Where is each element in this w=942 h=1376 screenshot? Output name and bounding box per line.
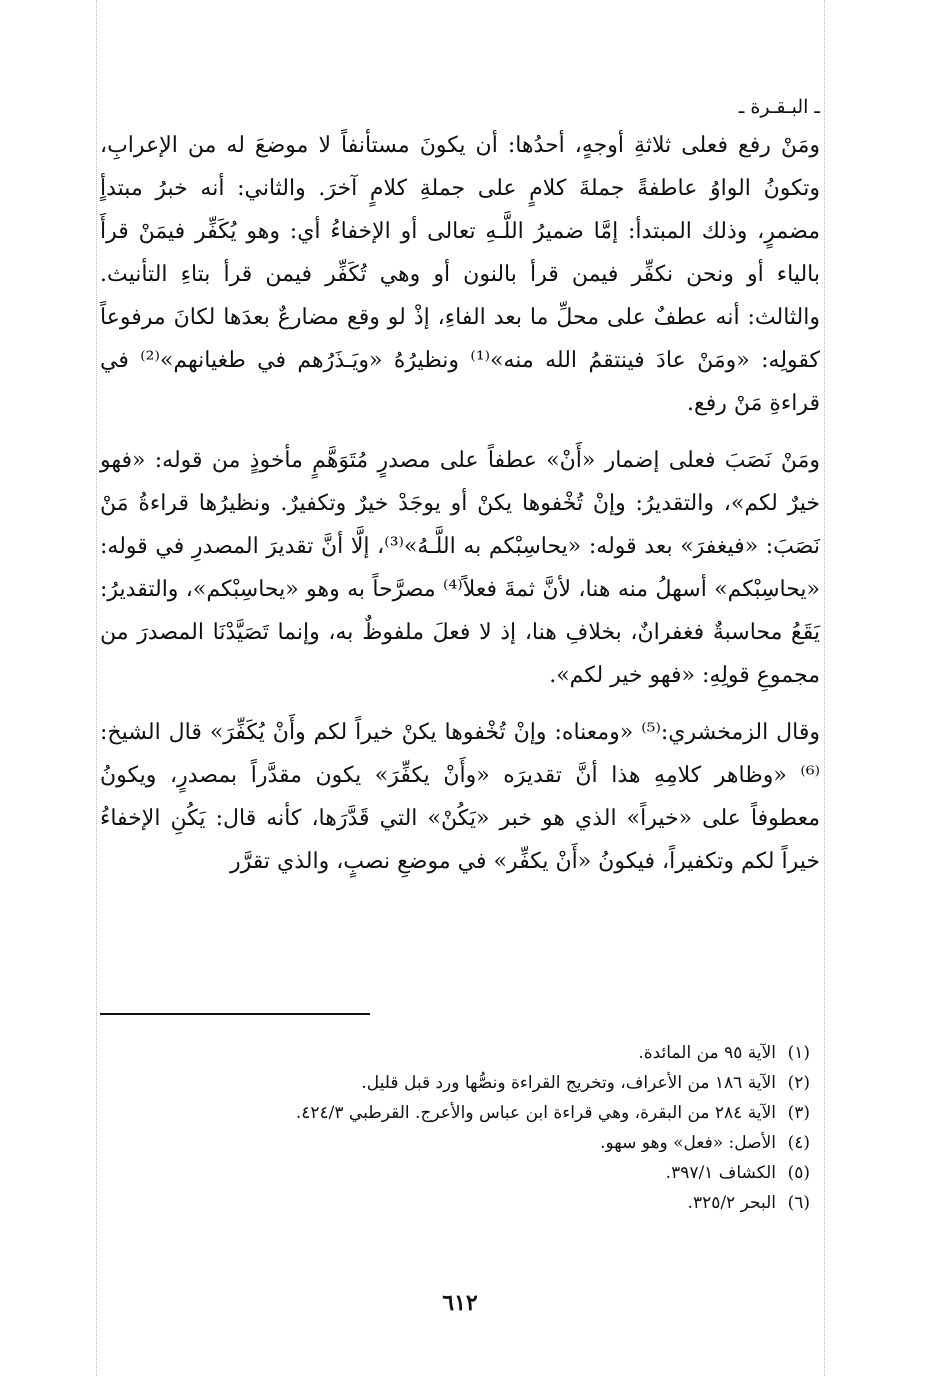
footnote-number: (٣) [787, 1103, 810, 1123]
footnote-divider [100, 1013, 370, 1015]
footnote-1 [110, 1038, 810, 1068]
book-page [100, 96, 821, 1316]
footnote-text: الأصل: «فعل» وهو سهو. [600, 1133, 776, 1153]
paragraph-nasb: ومَنْ نَصَبَ فعلى إضمار «أَنْ» عطفاً على مصدرٍ مُتَوَهَّمٍ مأخوذٍ من قوله: «فهو خيرٌ لكم»، والتقديرُ: وإنْ تُخْفوها يكنْ أو يوجَدْ خيرٌ وتكفيرٌ. ونظيرُها قراءةُ مَنْ نَصَبَ: «فيغفرَ» بعد قوله: «يحاسِبْكم به اللَّـهُ»⁽³⁾، إلَّا أنَّ تقديرَ المصدرِ في قوله: «يحاسِبْكم» أسهلُ منه هنا، لأنَّ ثمةَ فعلاً⁽⁴⁾ مصرَّحاً به وهو «يحاسِبْكم»، والتقديرُ: يَقَعُ محاسبةٌ فغفرانٌ، بخلافِ هنا، إذ لا فعلَ ملفوظٌ به، وإنما تَصَيَّدْنَا المصدرَ من مجموعِ قولِهِ: «فهو خير لكم». [100, 448, 820, 688]
left-margin-guide [96, 0, 97, 1376]
footnote-6 [110, 1188, 810, 1218]
footnote-number: (٢) [787, 1073, 810, 1093]
footnote-number: (٤) [787, 1133, 810, 1153]
footnote-5 [110, 1158, 810, 1188]
footnote-2 [110, 1068, 810, 1098]
footnote-text: الآية ٩٥ من المائدة. [638, 1043, 776, 1063]
footnote-3 [110, 1098, 810, 1128]
paragraph-raf: ومَنْ رفع فعلى ثلاثةِ أوجهٍ، أحدُها: أن يكونَ مستأنفاً لا موضعَ له من الإعرابِ، وتكونُ الواوُ عاطفةً جملةَ كلامٍ على جملةِ كلامٍ آخرَ. والثاني: أنه خبرُ مبتدأٍ مضمرٍ، وذلك المبتدأ: إمَّا ضميرُ اللَّـهِ تعالى أو الإخفاءُ أي: وهو يُكَفِّر فيمَنْ قرأَ بالياء أو ونحن نكفِّر فيمن قرأ بالنون أو وهي تُكَفِّر فيمن قرأ بتاءِ التأنيث. والثالث: أنه عطفٌ على محلِّ ما بعد الفاءِ، إذْ لو وقع مضارعٌ بعدَها لكانَ مرفوعاً كقولِه: «ومَنْ عادَ فينتقمُ الله منه»⁽¹⁾ ونظيرُهُ «ويَـذَرُهم في طغيانهم»⁽²⁾ في قراءةِ مَنْ رفع. [100, 133, 820, 416]
footnote-text: الكشاف ٣٩٧/١. [665, 1163, 776, 1183]
footnote-4 [110, 1128, 810, 1158]
footnote-text: الآية ١٨٦ من الأعراف، وتخريج القراءة ونصُّها ورد قبل قليل. [361, 1073, 776, 1093]
right-margin-guide [824, 0, 825, 1376]
running-header: ـ البـقـرة ـ [738, 96, 820, 118]
footnotes [110, 1038, 810, 1218]
footnote-text: الآية ٢٨٤ من البقرة، وهي قراءة ابن عباس والأعرج. القرطبي ٤٢٤/٣. [295, 1103, 776, 1123]
footnote-number: (١) [787, 1043, 810, 1063]
footnote-number: (٦) [787, 1193, 810, 1213]
paragraph-zamakhshari: وقال الزمخشري:⁽⁵⁾ «ومعناه: وإنْ تُخْفوها يكنْ خيراً لكم وأَنْ يُكَفِّرَ» قال الشيخ:⁽⁶⁾ «وظاهر كلامِهِ هذا أنَّ تقديرَه «وأَنْ يكفِّرَ» يكون مقدَّراً بمصدرٍ، ويكونُ معطوفاً على «خيراً» الذي هو خبر «يَكُنْ» التي قَدَّرَها، كأنه قال: يَكُنِ الإخفاءُ خيراً لكم وتكفيراً، فيكونُ «أَنْ يكفِّر» في موضعِ نصبٍ، والذي تقرَّر [100, 720, 821, 874]
page-number: ٦١٢ [442, 1290, 478, 1316]
footnote-number: (٥) [787, 1163, 810, 1183]
main-text [100, 124, 820, 883]
footnote-text: البحر ٣٢٥/٢. [687, 1193, 776, 1213]
